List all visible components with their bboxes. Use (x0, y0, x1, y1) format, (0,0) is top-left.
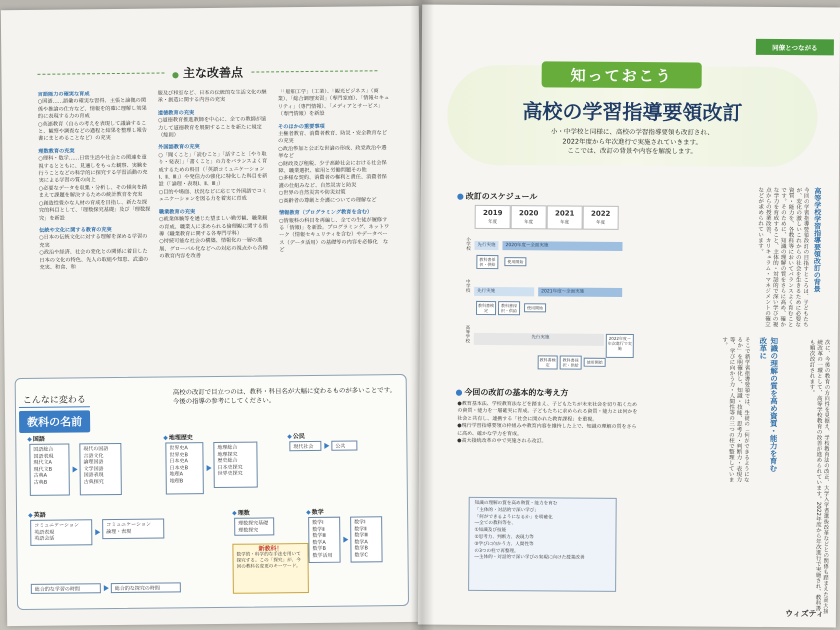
arrow-right-icon (104, 585, 109, 591)
policy-box-line: 知識の理解の質を高め資質・能力を育む (474, 500, 558, 507)
improvements-columns (38, 88, 393, 382)
subject-name: 数学Ⅲ (354, 532, 368, 539)
subject-name: 文学国語 (83, 465, 104, 473)
improvements-column-2 (158, 89, 273, 380)
policy-item: ●高大接続改革の中で実施される改訂。 (457, 437, 547, 445)
hero-subtitle (451, 127, 813, 158)
policy-item: ●現行学習指導要領の枠組みや教育内容を維持した上で、知識の理解の質をさらに高め、確かな学力を育成。 (457, 423, 637, 437)
hero-kicker: 知っておこう (542, 61, 702, 88)
suugaku-old-subjects (308, 517, 340, 563)
kokugo-new-subjects (79, 443, 122, 495)
column-paragraph: ○情報科の科目を再編し、全ての生徒が履修する「情報Ⅰ」を新設。プログラミング、ネットワーク（情報セキュリティを含む）やデータベース（データ活用）の基礎等の内容を必修化 など (278, 216, 390, 254)
subject-koumin-title: ◆ 公民 (287, 431, 305, 440)
jh-pre-bar: 先行実施 (474, 287, 534, 296)
policy-box-line: ―主体的・対話的で深い学びの実現に向けた授業改善 (474, 555, 585, 562)
column-section-heading: 情報教育（プログラミング教育を含む） (278, 209, 373, 217)
subject-risu-title: ◆ 理数 (232, 508, 250, 517)
subject-name: 古典B (33, 479, 48, 486)
year-cell: 2019 年度 (475, 205, 511, 229)
subject-name: 日本史B (169, 465, 189, 472)
subject-suugaku-title: ◆ 数学 (306, 507, 324, 516)
column-paragraph: ○世界の自然災害や防災対策 (278, 189, 346, 197)
arrow-right-icon (73, 466, 78, 472)
new-subject-callout (232, 543, 309, 594)
background-text: 今回の学習指導要領改訂の目指すところは、子どもたちが、変化の激しいこれからの社会を生きるために必要な資質・能力を、各教科等においてバランスよく育むことです。そのために、知識の理解の質をさらに高め、確かな学力を育成すること、主体的・対話的で深い学びの視点からの授業改善、カリキュラム・マネジメントの確立などが求められています。 (756, 186, 809, 328)
subject-kokugo-title: ◆ 国語 (27, 434, 45, 443)
hs-chip-use: 使用開始 (584, 358, 606, 367)
subject-name: 数学Ⅰ (312, 519, 324, 526)
year-cell: 2020 年度 (511, 205, 547, 229)
hs-chip-adopt: 教科書採択・供給 (560, 356, 582, 370)
column-paragraph: ○道徳教育推進教師を中心に、全ての教師が協力して道徳教育を展開することを新たに規定（総則） (157, 116, 267, 139)
suugaku-new-subjects (350, 516, 382, 562)
policy-box-line: の3つの柱で再整理。 (474, 548, 519, 554)
arrow-right-icon (207, 465, 212, 471)
subject-name: 世界史B (169, 451, 188, 459)
column-section-heading: そのほかの重要事項 (277, 123, 325, 130)
elem-pre-bar: 先行実施 (474, 241, 498, 250)
subject-names-lead: 高校の改訂で目立つのは、教科・科目名が大幅に変わるものが多いことです。今後の指導の参考にしてください。 (172, 386, 396, 406)
column-paragraph: ○英語教育（自らの考えを表現して議論すること、観察や調査などの過程と結果を整理し報告書にまとめることなど）の充実 (37, 120, 148, 143)
hero-sub-line: 小・中学校と同様に、高校の学習指導要領も改訂され、 (550, 127, 714, 137)
subject-name: 数学Ⅱ (354, 525, 367, 533)
kokugo-old-subjects (29, 444, 70, 496)
column-paragraph: ○日本の伝統文化に対する理解を深める学習の充実 (39, 233, 148, 249)
sougou-new: 総合的な探究の時間 (111, 582, 181, 593)
column-paragraph: 主権者教育、消費者教育、防災・安全教育などの充実 (278, 130, 388, 145)
hero-sub-line: ここでは、改訂の背景や内容を解説します。 (567, 146, 697, 156)
arrow-right-icon (324, 443, 329, 449)
eigo-new-subjects (102, 519, 164, 540)
column-paragraph: ○就業体験等を通じた望ましい勤労観、職業観の育成、職業人に求められる倫理観に関する指導（職業教育に関する各専門学科） (158, 215, 269, 238)
improvements-title: ● 主な改善点 (164, 63, 251, 81)
subject-name: 地理探究 (217, 451, 238, 458)
column-paragraph: ○創造性豊かな人材の育成を目指し、新たな探究的科目として、「理数探究基礎」及び「理数探究」を新設 (38, 199, 151, 222)
jh-chip-use: 使用開始 (524, 303, 546, 312)
subject-name: 古典探究 (83, 479, 104, 486)
column-section-heading: 道徳教育の充実 (157, 109, 195, 117)
column-paragraph: ○高齢者の尊厳と介護についての理解など (278, 196, 377, 204)
chireki-old-subjects (165, 442, 204, 494)
subject-name: 数学B (312, 546, 326, 553)
elem-chip-use: 使用開始 (504, 257, 526, 266)
subject-name: 数学Ⅲ (312, 533, 326, 540)
subject-name: 地理総合 (217, 444, 238, 451)
column-section-heading: 言語能力の確実な育成 (37, 91, 90, 98)
subject-name: 国語総合 (33, 446, 54, 453)
schedule-years (475, 205, 637, 230)
jh-chip-adopt: 教科書採択・供給 (498, 301, 520, 315)
header-rule (37, 72, 164, 74)
subject-name: 国語表現 (83, 472, 104, 479)
subject-name: 英語会話 (34, 535, 55, 543)
year-cell: 2021 年度 (547, 205, 583, 229)
column-paragraph: ○多様な契約、消費者の権利と責任、消費者保護の仕組みなど、自然災害と防災 (278, 174, 387, 190)
column-section-heading: 職業教育の充実 (158, 208, 196, 216)
improvements-header (37, 60, 377, 84)
subject-name: 現代文B (33, 466, 53, 473)
subject-name: 日本史探究 (217, 464, 243, 471)
column-paragraph: ○政治参加と公正な世論の形成、政党政治や選挙など (278, 145, 387, 160)
subject-name: コミュニケーション (34, 522, 79, 529)
subject-name: 数学A (354, 539, 368, 546)
continuation-text: 次に、今後の教育の方向性を見据え、学校教育法の改正、大学入学者選抜改革などとの関係も踏まえた高大接続改革の一環として、高等学校教育の改善が進められています。2022年度から年次進行で実施され、教科書も順次改訂されます。 (808, 339, 830, 614)
subject-names-heading (19, 387, 149, 432)
subject-name: 古典A (33, 473, 48, 480)
subject-name: 世界史A (169, 445, 188, 452)
background-heading: 高等学校学習指導要領改訂の背景 (813, 187, 822, 293)
column-paragraph: ○財政及び租税、少子高齢社会における社会保障、職業選択、雇用と労働問題その他 (278, 159, 387, 175)
column-section-heading: 外国語教育の充実 (158, 144, 200, 152)
year-cell: 2022 年度 (583, 206, 619, 230)
subject-name: 数学Ⅰ (354, 519, 366, 526)
subject-name: 数学活用 (312, 552, 333, 559)
elem-full-bar: 2020年度～全面実施 (502, 241, 622, 251)
jh-chip-check: 教科書検定 (476, 301, 496, 315)
subject-name: 国語表現 (33, 453, 54, 460)
hs-note: 2022年度～年次進行で実施 (606, 334, 634, 358)
arrow-right-icon (95, 529, 100, 535)
policy-box-line: ①知識及び技能 (474, 528, 507, 534)
eigo-old-subjects (30, 519, 92, 546)
elem-chip-adopt: 教科書採択・供給 (476, 255, 498, 269)
column-paragraph: ○政治や経済、社会の変化との関係に着目した日本の文化の特色、先人の取組や知恵、武道の充実、和食、和 (39, 248, 149, 271)
subject-name: 理数探究 (238, 527, 259, 534)
subject-name: 現代文A (33, 459, 52, 467)
column-paragraph: 「「船舶工学」（工業）、「観光ビジネス」（商業）、「総合調理実習」（専門家庭）、「情報セキュリティ」（専門情報）、「メディアとサービス」（専門情報）を新設 (277, 88, 390, 118)
schedule-title: ● 改訂のスケジュール (457, 191, 538, 203)
subject-name: 地理A (169, 471, 184, 478)
hs-pre-bar: 先行実施 (474, 333, 604, 346)
lane-label-juniorhigh: 中学校 (465, 278, 471, 293)
subject-name: コミュニケーション (106, 521, 151, 529)
subject-name: 数学B (354, 545, 368, 552)
policy-title: ● 今回の改訂の基本的な考え方 (455, 387, 568, 399)
hs-chip-check: 教科書検定 (538, 355, 558, 369)
left-page (1, 6, 425, 626)
new-subject-callout-text: 数学的・科学的な手法を用いて探究する。この「探究」が、今回の教科名変更のキーワード。 (236, 552, 301, 570)
policy-list (457, 401, 642, 490)
jh-full-bar: 2021年度～全面実施 (538, 287, 622, 297)
names-tab-line1: こんなに変わる (19, 391, 90, 408)
names-tab-line2: 教科の名前 (19, 410, 90, 433)
book-gutter (410, 0, 434, 630)
arrow-right-icon (343, 537, 348, 543)
section-ribbon: 同僚とつながる (756, 39, 834, 56)
quality-heading: 知識の理解の質を高め資質・能力を育む改革に (758, 336, 779, 473)
header-rule (251, 70, 378, 72)
policy-box-line: ③学びに向かう力、人間性等 (474, 541, 534, 548)
subject-name: 数学Ⅱ (312, 526, 325, 533)
subject-name: 現代の国語 (83, 446, 109, 453)
hero-sub-line: 2022年度から年次進行で実施されていきます。 (562, 137, 703, 147)
subject-name: 日本史A (169, 458, 188, 465)
koumin-old-subjects (289, 441, 321, 451)
policy-summary-box (468, 497, 617, 592)
subject-name: 現代社会 (293, 443, 314, 451)
column-paragraph: ○必要なデータを収集・分析し、その傾向を踏まえて課題を解決するための統計教育を充実 (38, 184, 147, 200)
column-paragraph: ○目的や場面、状況などに応じて外国語でコミュニケーションを図る力を着実に育成 (158, 188, 268, 203)
column-section-heading: 伝統や文化に関する教育の充実 (39, 226, 112, 234)
policy-box-line: 「主体的・対話的で深い学び」 (474, 507, 539, 514)
subject-name: 公共 (335, 443, 346, 450)
subject-name: 数学C (354, 552, 369, 559)
revision-schedule (458, 205, 637, 388)
new-subject-callout-title: 新教科！ (258, 545, 283, 553)
subject-name: 数学A (312, 539, 326, 546)
lane-label-highschool: 高等学校 (464, 324, 470, 343)
quality-text: そこで新学習指導要領では、生徒の「何ができるようになるか」を明確化し、知識・技能、思考力・判断力・表現力等、学びに向かう力・人間性等の三つの柱で整理しています。 (720, 336, 750, 483)
improvements-column-1 (38, 91, 153, 382)
column-paragraph: ○理科・数学……日常生活や社会との関連を重視するとともに、見通しをもった観察、実験を行うことなどの科学的に探究する学習活動の充実による学習の質の向上 (38, 154, 148, 185)
koumin-new-subjects (331, 440, 357, 450)
subject-chireki-title: ◆ 地理歴史 (163, 432, 193, 441)
subject-name: 世界史探究 (217, 471, 243, 478)
subject-name: 英語表現 (34, 529, 55, 536)
policy-box-line: 「何ができるようになるか」を明確化 (474, 514, 553, 521)
subject-name: 言語文化 (83, 452, 104, 459)
subject-name: 論理国語 (83, 459, 104, 466)
column-section-heading: 理数教育の充実 (38, 148, 75, 155)
right-page (418, 5, 840, 628)
policy-box-line: ―全ての教科等を、 (474, 521, 516, 527)
policy-box-line: ②思考力、判断力、表現力等 (474, 534, 534, 541)
subject-name: 理数探究基礎 (238, 520, 269, 527)
column-paragraph: ○「聞くこと」「読むこと」「話すこと［やり取り・発表］」「書くこと」の力をバランスよく育成するための科目（「英語コミュニケーションⅠ、Ⅱ、Ⅲ」）や発信力の強化に特化した科目を新設（「論理・表現Ⅰ、Ⅱ、Ⅲ」） (158, 151, 268, 189)
lane-label-elementary: 小学校 (465, 236, 471, 251)
chireki-new-subjects (213, 442, 257, 488)
column-paragraph: ○持続可能な社会の構築、情報化の一層の進展、グローバル化などへの対応の視点から各種の教育内容を改善 (159, 237, 268, 260)
sougou-old: 総合的な学習の時間 (31, 583, 101, 594)
policy-item: ●教育基本法、学校教育法などを踏まえ、子どもたちが未来社会を切り拓くための資質・能力を一層確実に育成。子どもたちに求められる資質・能力とは何かを社会と共有し、連携する「社会に開かれた教育課程」を重視。 (457, 400, 638, 423)
subject-name: 論理・表現 (106, 528, 132, 535)
column-paragraph: 服及び和室など、日本の伝統的な生活文化の継承・創造に関する内容の充実 (157, 89, 267, 104)
subject-name: 歴史総合 (217, 457, 238, 465)
publisher-logo: ウィズティ (785, 609, 824, 619)
risu-new-subjects (234, 517, 274, 535)
subject-name: 地理B (169, 478, 184, 485)
improvements-column-3 (278, 88, 393, 379)
hero-title: 高校の学習指導要領改訂 (522, 99, 743, 125)
subject-eigo-title: ◆ 英語 (28, 510, 46, 519)
column-paragraph: ○国語……語彙の確実な習得、主張と論拠の関係や推論の仕方など、情報を的確に理解し効果的に表現する力の育成 (37, 98, 147, 121)
